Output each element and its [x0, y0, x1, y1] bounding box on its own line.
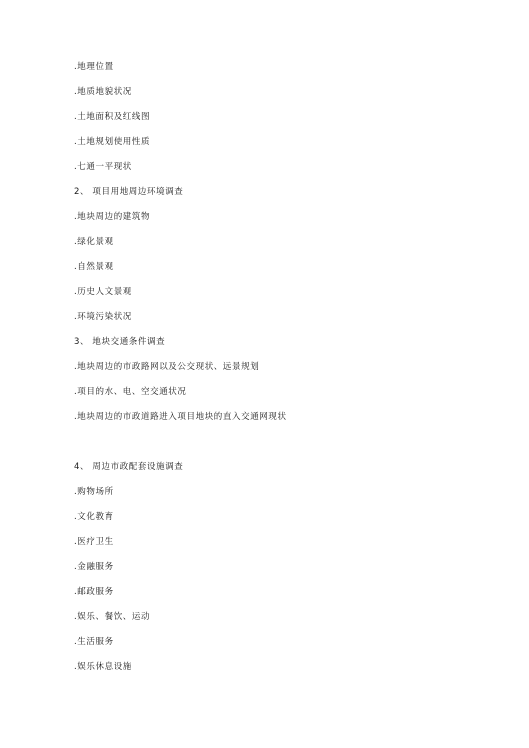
- list-item-entertainment-dining-sports: .娱乐、餐饮、运动: [74, 612, 151, 622]
- list-item-postal: .邮政服务: [74, 587, 114, 597]
- list-item-education: .文化教育: [74, 512, 114, 522]
- list-item-medical: .医疗卫生: [74, 537, 114, 547]
- section-heading-traffic: 3、 地块交通条件调查: [74, 337, 166, 347]
- list-item-finance: .金融服务: [74, 562, 114, 572]
- list-item-direct-access: .地块周边的市政道路进入项目地块的直入交通网现状: [74, 412, 287, 422]
- list-item-shopping: .购物场所: [74, 487, 114, 497]
- section-heading-environment: 2、 项目用地周边环境调查: [74, 187, 184, 197]
- list-item-leisure-facilities: .娱乐休息设施: [74, 662, 132, 672]
- list-item-location: .地理位置: [74, 62, 114, 72]
- section-heading-facilities: 4、 周边市政配套设施调查: [74, 462, 184, 472]
- list-item-pollution: .环境污染状况: [74, 312, 132, 322]
- list-item-road-network: .地块周边的市政路网以及公交现状、远景规划: [74, 362, 260, 372]
- list-item-land-use: .土地规划使用性质: [74, 137, 151, 147]
- list-item-geology: .地质地貌状况: [74, 87, 132, 97]
- list-item-land-area: .土地面积及红线图: [74, 112, 151, 122]
- list-item-natural-landscape: .自然景观: [74, 262, 114, 272]
- list-item-historic-landscape: .历史人文景观: [74, 287, 132, 297]
- list-item-site-preparation: .七通一平现状: [74, 162, 132, 172]
- list-item-green-landscape: .绿化景观: [74, 237, 114, 247]
- list-item-water-electric-air: .项目的水、电、空交通状况: [74, 387, 187, 397]
- list-item-life-services: .生活服务: [74, 637, 114, 647]
- list-item-surrounding-buildings: .地块周边的建筑物: [74, 212, 151, 222]
